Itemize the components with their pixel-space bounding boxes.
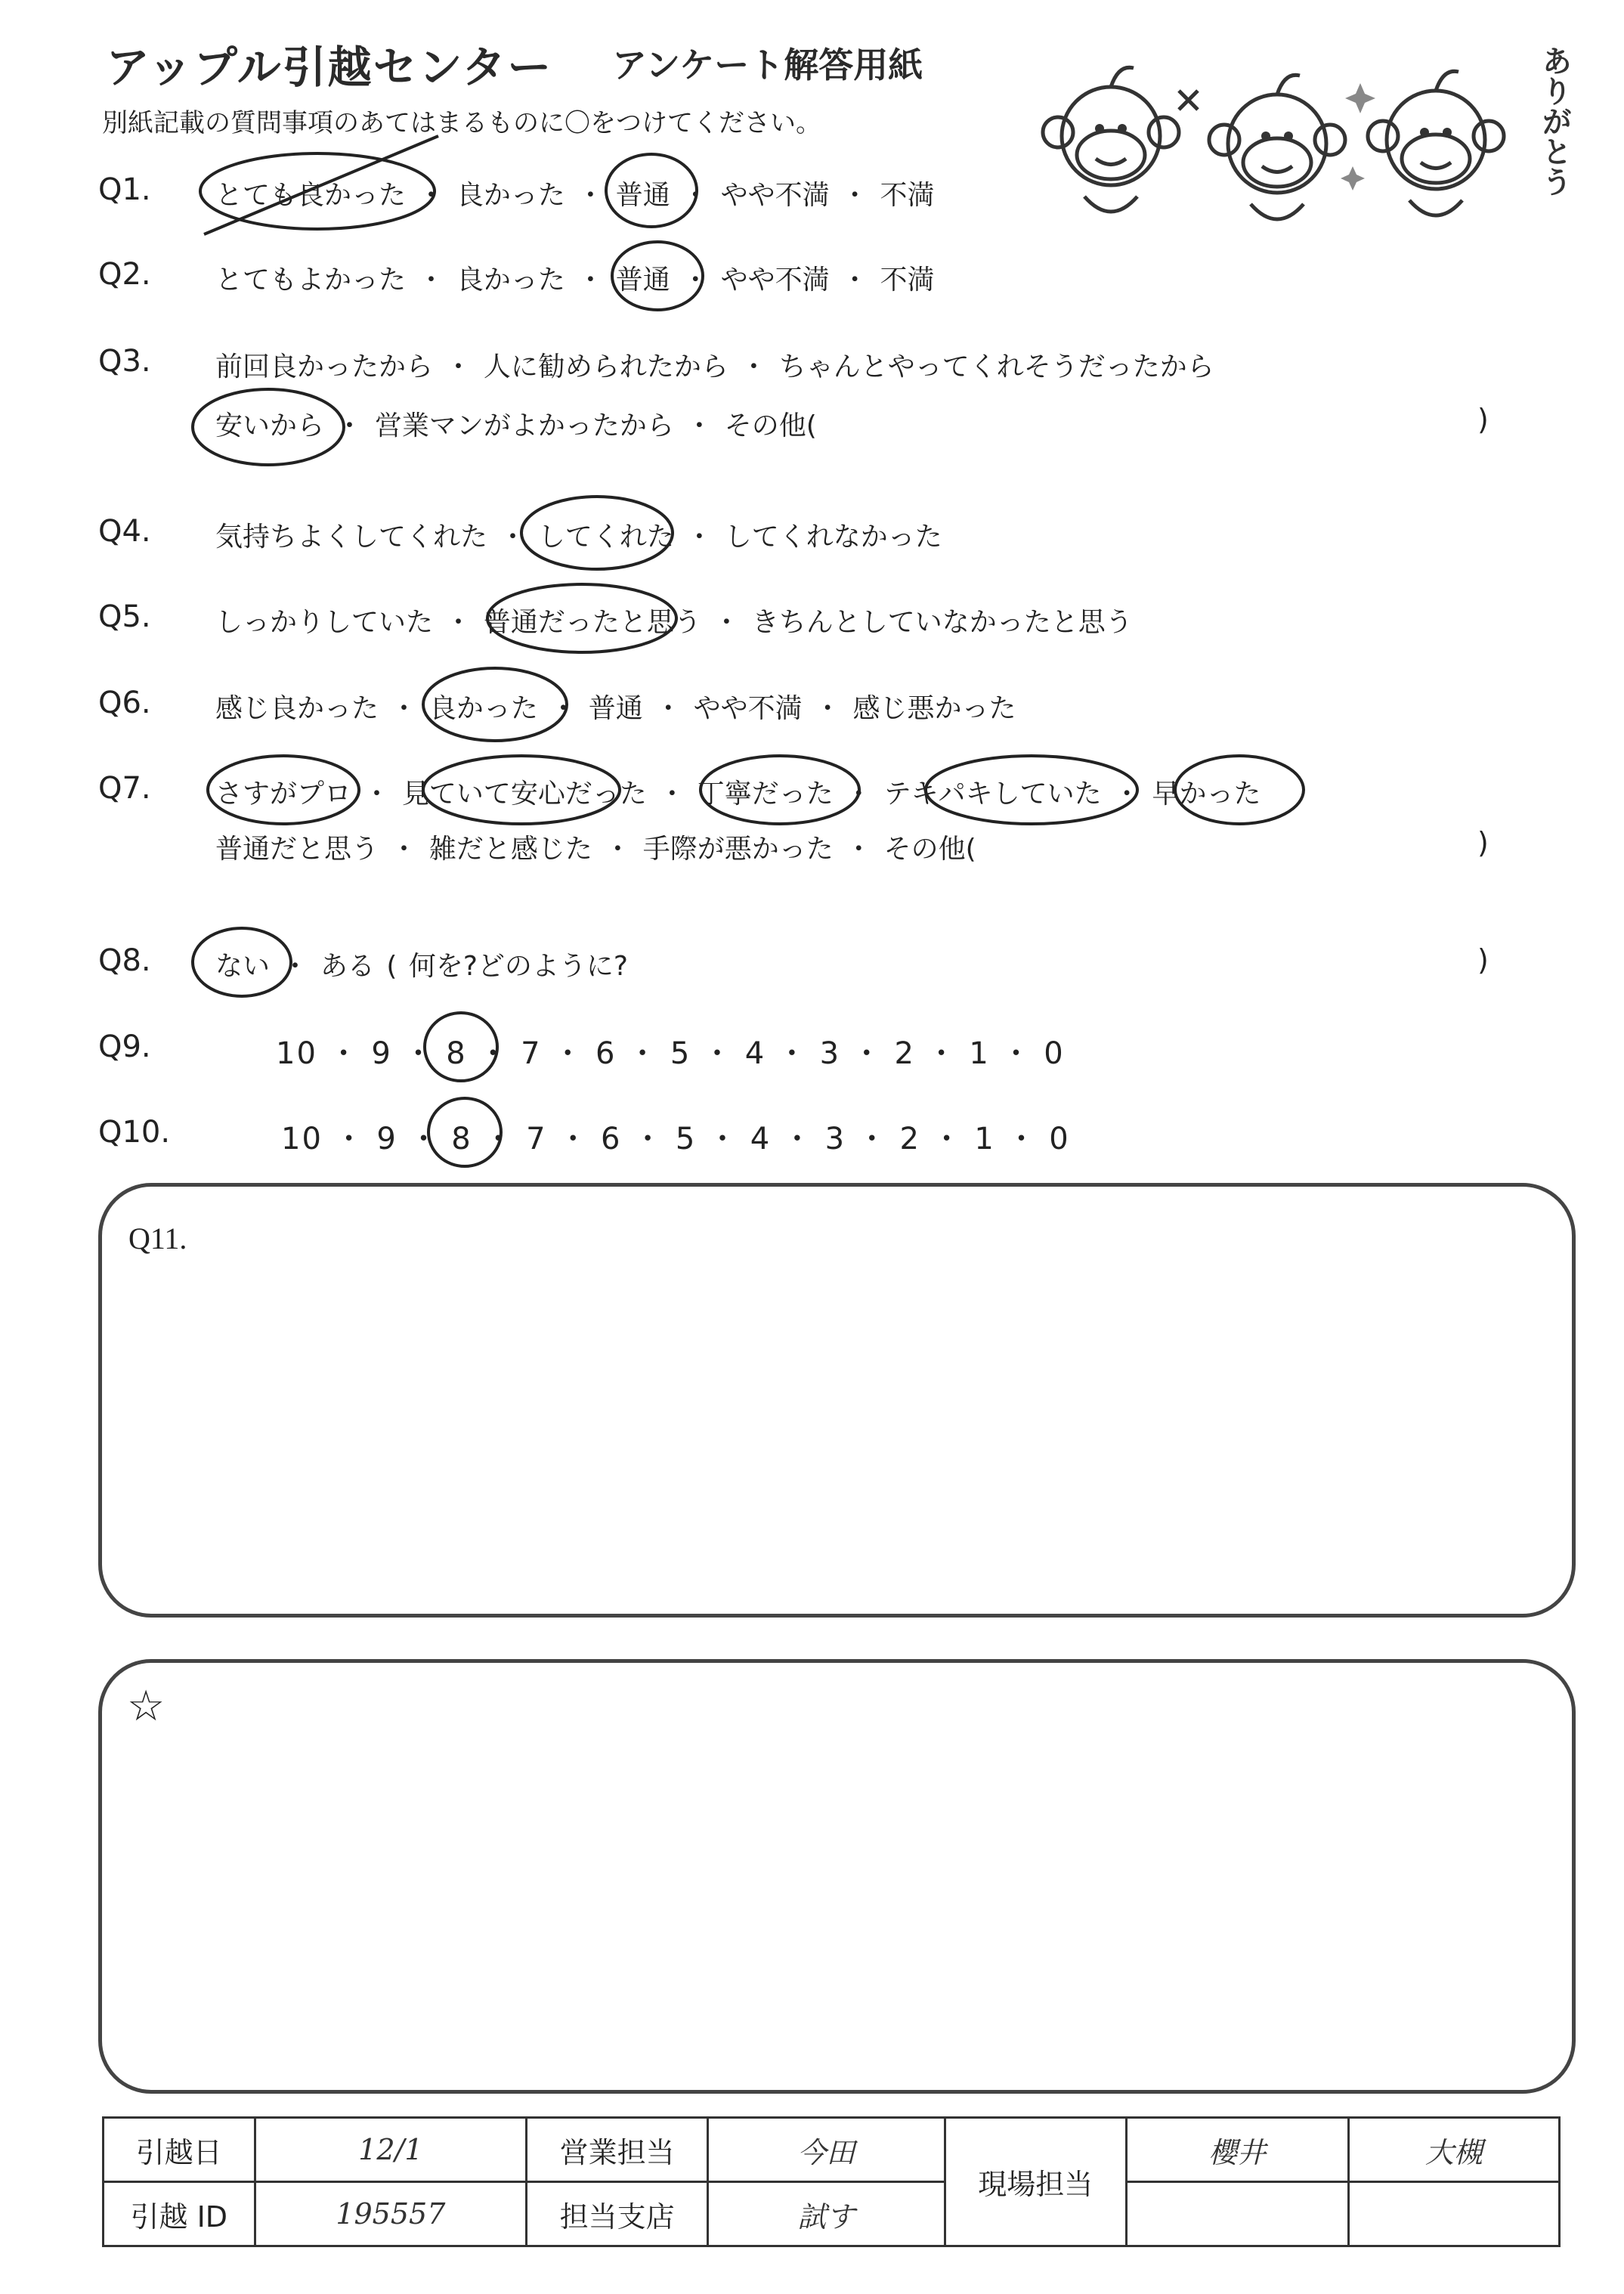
q4-options[interactable]: 気持ちよくしてくれた ・ してくれた ・ してくれなかった: [215, 522, 942, 553]
q9-scale[interactable]: 10 ・ 9 ・ 8 ・ 7 ・ 6 ・ 5 ・ 4 ・ 3 ・ 2 ・ 1 ・ 0: [276, 1036, 1065, 1071]
thanks-text: ありがとう: [1537, 45, 1572, 197]
move-id-value[interactable]: 195557: [255, 2182, 527, 2246]
q1-options[interactable]: とても良かった ・ 良かった ・ 普通 ・ やや不満 ・ 不満: [215, 180, 935, 211]
q8-close-paren: ): [1477, 943, 1489, 977]
move-date-label: 引越日: [104, 2118, 255, 2182]
q6-circle-mark: [423, 668, 567, 741]
site-staff-empty-1[interactable]: [1126, 2182, 1348, 2246]
form-subtitle: アンケート解答用紙: [612, 45, 923, 85]
site-staff-1[interactable]: 櫻井: [1126, 2118, 1348, 2182]
q8-options[interactable]: ない ・ ある ( 何を?どのように?: [215, 951, 629, 982]
q1-number: Q1.: [98, 172, 151, 207]
q5-options[interactable]: しっかりしていた ・ 普通だったと思う ・ きちんとしていなかったと思う: [215, 607, 1133, 638]
q7-number: Q7.: [98, 771, 151, 806]
q5-number: Q5.: [98, 599, 151, 634]
q1-strike-mark: [204, 136, 438, 234]
q7-options-line2[interactable]: 普通だと思う ・ 雑だと感じた ・ 手際が悪かった ・ その他(: [215, 834, 976, 865]
q6-options[interactable]: 感じ良かった ・ 良かった ・ 普通 ・ やや不満 ・ 感じ悪かった: [215, 693, 1016, 724]
q7-options-line1[interactable]: さすがプロ ・ 見ていて安心だった ・ 丁寧だった ・ テキパキしていた ・ 早かった: [215, 779, 1261, 810]
comment-box[interactable]: [98, 1659, 1576, 2094]
site-label: 現場担当: [945, 2118, 1126, 2246]
q10-scale[interactable]: 10 ・ 9 ・ 8 ・ 7 ・ 6 ・ 5 ・ 4 ・ 3 ・ 2 ・ 1 ・ 0: [281, 1122, 1070, 1156]
q4-circle-mark: [521, 497, 673, 569]
q2-number: Q2.: [98, 257, 151, 292]
q2-options[interactable]: とてもよかった ・ 良かった ・ 普通 ・ やや不満 ・ 不満: [215, 265, 935, 296]
q8-circle-mark: [193, 928, 291, 996]
q3-options-line1[interactable]: 前回良かったから ・ 人に勧められたから ・ ちゃんとやってくれそうだったから: [215, 351, 1214, 382]
q4-number: Q4.: [98, 514, 151, 549]
q7-close-paren: ): [1477, 826, 1489, 859]
q11-label: Q11.: [128, 1221, 187, 1255]
q10-circle-mark: [428, 1098, 501, 1166]
q9-number: Q9.: [98, 1029, 151, 1064]
q1-circle-mark: [200, 153, 435, 229]
q2-circle-mark: [612, 242, 703, 310]
branch-label: 担当支店: [527, 2182, 708, 2246]
q7-circle-mark-3: [701, 756, 859, 824]
move-id-label: 引越 ID: [104, 2182, 255, 2246]
q9-circle-mark: [425, 1013, 497, 1081]
q7-circle-mark-2: [423, 756, 620, 824]
q7-circle-mark-1: [208, 756, 359, 824]
sales-label: 営業担当: [527, 2118, 708, 2182]
footer-table: [102, 2116, 1561, 2247]
site-staff-2[interactable]: 大槻: [1348, 2118, 1559, 2182]
company-title: アップル引越センター: [106, 42, 553, 93]
q8-number: Q8.: [98, 943, 151, 978]
q3-circle-mark: [193, 389, 344, 465]
instruction-text: 別紙記載の質問事項のあてはまるものに〇をつけてください。: [102, 108, 821, 138]
q6-number: Q6.: [98, 686, 151, 720]
q7-circle-mark-4: [926, 756, 1137, 824]
star-icon: ☆: [127, 1683, 165, 1730]
q1-circle-mark-2: [606, 154, 697, 227]
site-staff-empty-2[interactable]: [1348, 2182, 1559, 2246]
q3-number: Q3.: [98, 344, 151, 379]
sales-value[interactable]: 今田: [708, 2118, 945, 2182]
q11-answer-box[interactable]: [98, 1183, 1576, 1618]
q3-close-paren: ): [1477, 403, 1489, 436]
branch-value[interactable]: 試す: [708, 2182, 945, 2246]
q7-circle-mark-5: [1175, 756, 1304, 824]
q10-number: Q10.: [98, 1115, 171, 1150]
move-date-value[interactable]: 12/1: [255, 2118, 527, 2182]
q3-options-line2[interactable]: 安いから ・ 営業マンがよかったから ・ その他(: [215, 410, 817, 441]
q5-circle-mark: [487, 584, 676, 652]
